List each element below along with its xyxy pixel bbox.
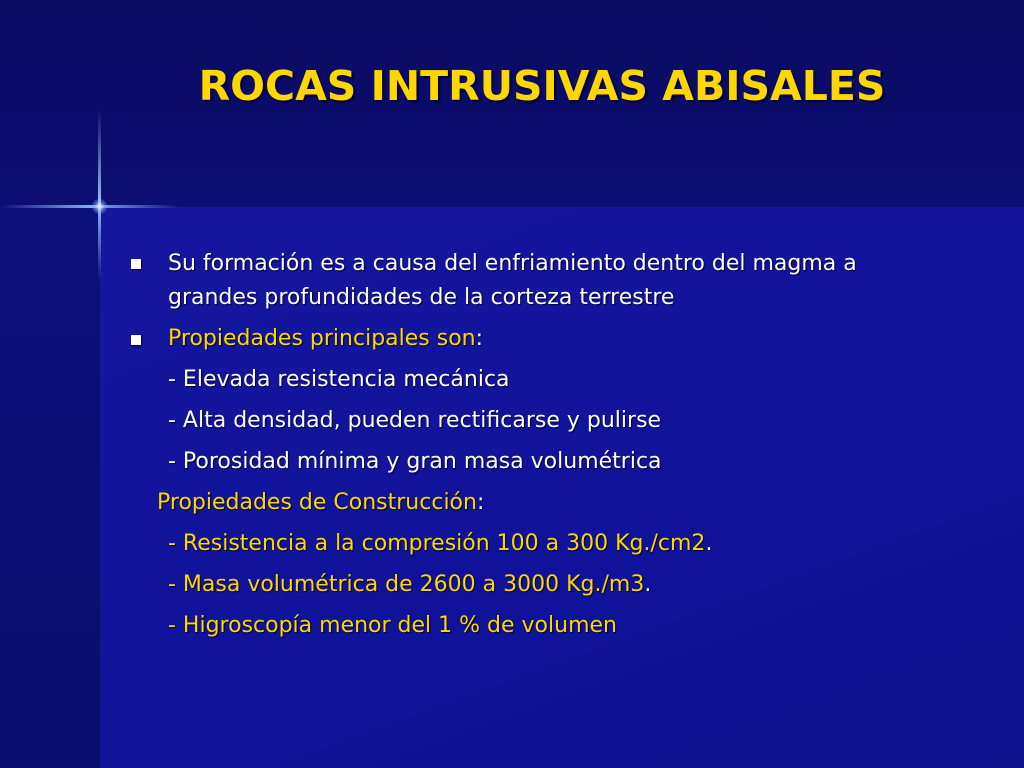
construction-properties-label: Propiedades de Construcción — [157, 490, 477, 515]
principal-item: - Elevada resistencia mecánica — [168, 367, 510, 392]
bullet-1-line-1: Su formación es a causa del enfriamiento dentro del magma a — [168, 251, 857, 276]
slide-title: ROCAS INTRUSIVAS ABISALES — [198, 62, 886, 110]
bullet-square-icon — [131, 259, 141, 269]
construction-item-tail: . — [705, 531, 713, 556]
construction-item — [168, 572, 651, 598]
bullet-2-heading — [168, 326, 483, 352]
construction-item — [168, 613, 617, 639]
principal-item: - Porosidad mínima y gran masa volumétrica — [168, 449, 662, 474]
construction-item-tail: . — [644, 572, 652, 597]
principal-item: - Alta densidad, pueden rectificarse y pulirse — [168, 408, 662, 433]
construction-heading — [157, 490, 484, 516]
bullet-1-line-2: grandes profundidades de la corteza terrestre — [168, 285, 675, 310]
construction-item-text: - Higroscopía menor del 1 % de volumen — [168, 613, 617, 638]
construction-item — [168, 531, 712, 557]
principal-properties-label: Propiedades principales son — [168, 326, 476, 351]
construction-item-text: - Masa volumétrica de 2600 a 3000 Kg./m3 — [168, 572, 645, 597]
construction-properties-colon: : — [476, 490, 485, 515]
construction-item-text: - Resistencia a la compresión 100 a 300 Kg./cm2 — [168, 531, 706, 556]
principal-properties-colon: : — [475, 326, 484, 351]
bullet-square-icon — [131, 335, 141, 345]
